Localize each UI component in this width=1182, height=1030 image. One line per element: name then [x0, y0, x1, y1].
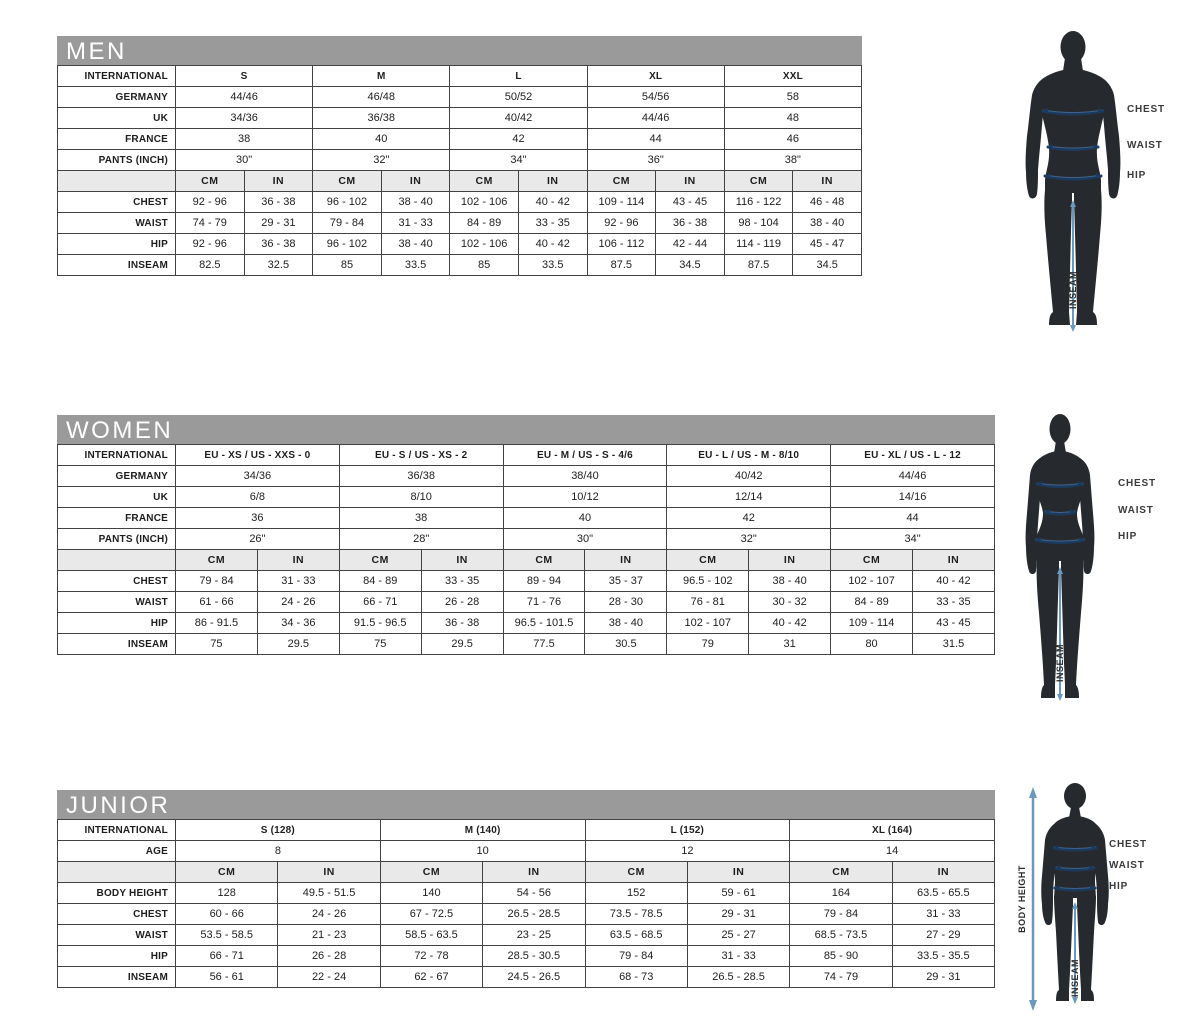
value-cell: 68 - 73 — [585, 967, 687, 988]
row-label: GERMANY — [58, 466, 176, 487]
value-cell: 102 - 106 — [450, 192, 519, 213]
value-cell: 43 - 45 — [656, 192, 725, 213]
unit-header-cell: CM — [587, 171, 656, 192]
value-cell: 91.5 - 96.5 — [339, 613, 421, 634]
row-label — [58, 862, 176, 883]
unit-header-cell: IN — [585, 550, 667, 571]
unit-header-cell: CM — [724, 171, 793, 192]
men-size-table — [57, 65, 862, 276]
row-label: FRANCE — [58, 129, 176, 150]
size-row — [58, 150, 862, 171]
value-cell: 34.5 — [793, 255, 862, 276]
unit-header-row — [58, 862, 995, 883]
value-cell: 80 — [831, 634, 913, 655]
size-value-cell: 8 — [176, 841, 381, 862]
size-value-cell: 46/48 — [313, 87, 450, 108]
value-cell: 77.5 — [503, 634, 585, 655]
measurement-row — [58, 234, 862, 255]
size-row — [58, 87, 862, 108]
row-label: WAIST — [58, 925, 176, 946]
size-value-cell: XL (164) — [790, 820, 995, 841]
size-value-cell: 32" — [313, 150, 450, 171]
women-section-title: WOMEN — [57, 415, 995, 444]
value-cell: 96 - 102 — [313, 192, 382, 213]
size-value-cell: 34/36 — [176, 108, 313, 129]
value-cell: 79 - 84 — [790, 904, 892, 925]
row-label: INSEAM — [58, 634, 176, 655]
value-cell: 29.5 — [257, 634, 339, 655]
size-value-cell: EU - L / US - M - 8/10 — [667, 445, 831, 466]
value-cell: 25 - 27 — [687, 925, 789, 946]
unit-header-cell: IN — [913, 550, 995, 571]
measurement-row — [58, 255, 862, 276]
value-cell: 92 - 96 — [176, 192, 245, 213]
value-cell: 33.5 — [518, 255, 587, 276]
row-label: INTERNATIONAL — [58, 820, 176, 841]
value-cell: 66 - 71 — [176, 946, 278, 967]
value-cell: 36 - 38 — [656, 213, 725, 234]
men-section — [57, 36, 862, 276]
size-value-cell: 10 — [380, 841, 585, 862]
size-value-cell: 44/46 — [831, 466, 995, 487]
size-value-cell: 10/12 — [503, 487, 667, 508]
value-cell: 33.5 — [381, 255, 450, 276]
value-cell: 28 - 30 — [585, 592, 667, 613]
value-cell: 27 - 29 — [892, 925, 994, 946]
measurement-row — [58, 613, 995, 634]
unit-header-cell: IN — [656, 171, 725, 192]
value-cell: 59 - 61 — [687, 883, 789, 904]
value-cell: 42 - 44 — [656, 234, 725, 255]
value-cell: 46 - 48 — [793, 192, 862, 213]
unit-header-cell: IN — [244, 171, 313, 192]
unit-header-cell: CM — [667, 550, 749, 571]
size-value-cell: EU - XL / US - L - 12 — [831, 445, 995, 466]
value-cell: 87.5 — [587, 255, 656, 276]
junior-hip-label: HIP — [1109, 881, 1129, 892]
row-label: INSEAM — [58, 967, 176, 988]
value-cell: 38 - 40 — [749, 571, 831, 592]
value-cell: 128 — [176, 883, 278, 904]
men-section-title: MEN — [57, 36, 862, 65]
row-label: WAIST — [58, 213, 176, 234]
value-cell: 40 - 42 — [518, 192, 587, 213]
value-cell: 74 - 79 — [790, 967, 892, 988]
value-cell: 72 - 78 — [380, 946, 482, 967]
row-label: CHEST — [58, 904, 176, 925]
value-cell: 30 - 32 — [749, 592, 831, 613]
size-row — [58, 487, 995, 508]
unit-header-cell: CM — [450, 171, 519, 192]
value-cell: 31.5 — [913, 634, 995, 655]
unit-header-cell: CM — [176, 862, 278, 883]
value-cell: 33.5 - 35.5 — [892, 946, 994, 967]
size-value-cell: L (152) — [585, 820, 790, 841]
value-cell: 85 - 90 — [790, 946, 892, 967]
size-row — [58, 129, 862, 150]
unit-header-cell: IN — [483, 862, 585, 883]
value-cell: 92 - 96 — [587, 213, 656, 234]
unit-header-cell: CM — [790, 862, 892, 883]
row-label: CHEST — [58, 571, 176, 592]
junior-chest-label: CHEST — [1109, 839, 1147, 850]
women-inseam-label: INSEAM — [1055, 643, 1065, 683]
size-value-cell: 8/10 — [339, 487, 503, 508]
value-cell: 56 - 61 — [176, 967, 278, 988]
measurement-row — [58, 883, 995, 904]
value-cell: 26 - 28 — [421, 592, 503, 613]
size-value-cell: 44/46 — [587, 108, 724, 129]
value-cell: 98 - 104 — [724, 213, 793, 234]
value-cell: 84 - 89 — [450, 213, 519, 234]
row-label: AGE — [58, 841, 176, 862]
value-cell: 68.5 - 73.5 — [790, 925, 892, 946]
size-value-cell: 40/42 — [450, 108, 587, 129]
value-cell: 79 - 84 — [585, 946, 687, 967]
unit-header-cell: IN — [518, 171, 587, 192]
value-cell: 84 - 89 — [339, 571, 421, 592]
value-cell: 60 - 66 — [176, 904, 278, 925]
value-cell: 53.5 - 58.5 — [176, 925, 278, 946]
size-value-cell: L — [450, 66, 587, 87]
row-label: INTERNATIONAL — [58, 445, 176, 466]
size-value-cell: 46 — [724, 129, 861, 150]
value-cell: 164 — [790, 883, 892, 904]
value-cell: 76 - 81 — [667, 592, 749, 613]
unit-header-row — [58, 171, 862, 192]
value-cell: 26.5 - 28.5 — [687, 967, 789, 988]
measurement-row — [58, 634, 995, 655]
value-cell: 38 - 40 — [381, 192, 450, 213]
row-label: HIP — [58, 234, 176, 255]
value-cell: 31 - 33 — [257, 571, 339, 592]
measurement-row — [58, 946, 995, 967]
size-value-cell: 30" — [503, 529, 667, 550]
value-cell: 36 - 38 — [244, 234, 313, 255]
size-value-cell: 26" — [176, 529, 340, 550]
size-value-cell: EU - M / US - S - 4/6 — [503, 445, 667, 466]
value-cell: 116 - 122 — [724, 192, 793, 213]
value-cell: 38 - 40 — [793, 213, 862, 234]
size-value-cell: 36/38 — [339, 466, 503, 487]
size-value-cell: 38/40 — [503, 466, 667, 487]
size-value-cell: 44 — [587, 129, 724, 150]
unit-header-cell: CM — [503, 550, 585, 571]
value-cell: 82.5 — [176, 255, 245, 276]
size-value-cell: 40 — [313, 129, 450, 150]
unit-header-cell: CM — [176, 171, 245, 192]
size-row — [58, 445, 995, 466]
value-cell: 31 - 33 — [892, 904, 994, 925]
row-label: INSEAM — [58, 255, 176, 276]
size-value-cell: 42 — [450, 129, 587, 150]
size-value-cell: 58 — [724, 87, 861, 108]
value-cell: 75 — [176, 634, 258, 655]
value-cell: 92 - 96 — [176, 234, 245, 255]
size-value-cell: 38 — [339, 508, 503, 529]
women-body-figure — [1010, 413, 1182, 705]
unit-header-cell: IN — [793, 171, 862, 192]
size-value-cell: 34" — [831, 529, 995, 550]
value-cell: 24.5 - 26.5 — [483, 967, 585, 988]
value-cell: 63.5 - 65.5 — [892, 883, 994, 904]
men-waist-label: WAIST — [1127, 140, 1163, 151]
value-cell: 23 - 25 — [483, 925, 585, 946]
unit-header-cell: CM — [313, 171, 382, 192]
value-cell: 49.5 - 51.5 — [278, 883, 380, 904]
women-section — [57, 415, 995, 655]
value-cell: 35 - 37 — [585, 571, 667, 592]
row-label: UK — [58, 487, 176, 508]
unit-header-cell: IN — [278, 862, 380, 883]
value-cell: 86 - 91.5 — [176, 613, 258, 634]
size-value-cell: 40 — [503, 508, 667, 529]
row-label: CHEST — [58, 192, 176, 213]
size-value-cell: M — [313, 66, 450, 87]
size-row — [58, 820, 995, 841]
value-cell: 34 - 36 — [257, 613, 339, 634]
row-label: WAIST — [58, 592, 176, 613]
value-cell: 28.5 - 30.5 — [483, 946, 585, 967]
row-label: PANTS (INCH) — [58, 150, 176, 171]
junior-waist-label: WAIST — [1109, 860, 1145, 871]
value-cell: 36 - 38 — [421, 613, 503, 634]
unit-header-cell: IN — [687, 862, 789, 883]
measurement-row — [58, 571, 995, 592]
value-cell: 31 - 33 — [687, 946, 789, 967]
row-label — [58, 550, 176, 571]
value-cell: 89 - 94 — [503, 571, 585, 592]
size-value-cell: XXL — [724, 66, 861, 87]
size-value-cell: EU - S / US - XS - 2 — [339, 445, 503, 466]
size-value-cell: 40/42 — [667, 466, 831, 487]
unit-header-cell: IN — [749, 550, 831, 571]
size-value-cell: 28" — [339, 529, 503, 550]
value-cell: 29.5 — [421, 634, 503, 655]
size-value-cell: 30" — [176, 150, 313, 171]
measurement-row — [58, 967, 995, 988]
size-value-cell: 14/16 — [831, 487, 995, 508]
value-cell: 152 — [585, 883, 687, 904]
size-value-cell: 36" — [587, 150, 724, 171]
value-cell: 24 - 26 — [257, 592, 339, 613]
value-cell: 85 — [450, 255, 519, 276]
junior-section — [57, 790, 995, 988]
value-cell: 31 - 33 — [381, 213, 450, 234]
value-cell: 33 - 35 — [518, 213, 587, 234]
size-value-cell: S — [176, 66, 313, 87]
men-inseam-label: INSEAM — [1068, 270, 1078, 310]
value-cell: 29 - 31 — [687, 904, 789, 925]
value-cell: 109 - 114 — [587, 192, 656, 213]
size-row — [58, 108, 862, 129]
size-value-cell: XL — [587, 66, 724, 87]
value-cell: 63.5 - 68.5 — [585, 925, 687, 946]
value-cell: 71 - 76 — [503, 592, 585, 613]
value-cell: 40 - 42 — [913, 571, 995, 592]
measurement-row — [58, 904, 995, 925]
value-cell: 40 - 42 — [749, 613, 831, 634]
unit-header-cell: IN — [892, 862, 994, 883]
value-cell: 26.5 - 28.5 — [483, 904, 585, 925]
value-cell: 85 — [313, 255, 382, 276]
men-hip-label: HIP — [1127, 170, 1147, 181]
value-cell: 79 - 84 — [176, 571, 258, 592]
value-cell: 106 - 112 — [587, 234, 656, 255]
unit-header-cell: CM — [585, 862, 687, 883]
value-cell: 102 - 106 — [450, 234, 519, 255]
women-size-table — [57, 444, 995, 655]
value-cell: 40 - 42 — [518, 234, 587, 255]
row-label: BODY HEIGHT — [58, 883, 176, 904]
unit-header-cell: CM — [380, 862, 482, 883]
size-value-cell: 36/38 — [313, 108, 450, 129]
value-cell: 109 - 114 — [831, 613, 913, 634]
size-value-cell: M (140) — [380, 820, 585, 841]
value-cell: 54 - 56 — [483, 883, 585, 904]
value-cell: 24 - 26 — [278, 904, 380, 925]
value-cell: 96.5 - 102 — [667, 571, 749, 592]
value-cell: 32.5 — [244, 255, 313, 276]
size-row — [58, 529, 995, 550]
value-cell: 96 - 102 — [313, 234, 382, 255]
measurement-row — [58, 592, 995, 613]
unit-header-cell: CM — [176, 550, 258, 571]
row-label: UK — [58, 108, 176, 129]
size-value-cell: 14 — [790, 841, 995, 862]
measurement-row — [58, 192, 862, 213]
size-value-cell: 44/46 — [176, 87, 313, 108]
value-cell: 31 — [749, 634, 831, 655]
women-hip-label: HIP — [1118, 531, 1138, 542]
value-cell: 66 - 71 — [339, 592, 421, 613]
size-value-cell: 48 — [724, 108, 861, 129]
men-chest-label: CHEST — [1127, 104, 1165, 115]
value-cell: 38 - 40 — [585, 613, 667, 634]
size-value-cell: 32" — [667, 529, 831, 550]
women-waist-label: WAIST — [1118, 505, 1154, 516]
size-row — [58, 66, 862, 87]
junior-body-height-label: BODY HEIGHT — [1017, 865, 1027, 933]
value-cell: 74 - 79 — [176, 213, 245, 234]
junior-section-title: JUNIOR — [57, 790, 995, 819]
value-cell: 43 - 45 — [913, 613, 995, 634]
unit-header-row — [58, 550, 995, 571]
size-row — [58, 508, 995, 529]
value-cell: 45 - 47 — [793, 234, 862, 255]
unit-header-cell: IN — [381, 171, 450, 192]
size-value-cell: 12/14 — [667, 487, 831, 508]
value-cell: 79 - 84 — [313, 213, 382, 234]
value-cell: 73.5 - 78.5 — [585, 904, 687, 925]
size-value-cell: S (128) — [176, 820, 381, 841]
value-cell: 33 - 35 — [421, 571, 503, 592]
junior-body-figure — [1005, 782, 1182, 1017]
value-cell: 102 - 107 — [831, 571, 913, 592]
value-cell: 36 - 38 — [244, 192, 313, 213]
value-cell: 26 - 28 — [278, 946, 380, 967]
size-value-cell: 34" — [450, 150, 587, 171]
unit-header-cell: CM — [831, 550, 913, 571]
value-cell: 30.5 — [585, 634, 667, 655]
size-value-cell: 38" — [724, 150, 861, 171]
value-cell: 84 - 89 — [831, 592, 913, 613]
unit-header-cell: IN — [257, 550, 339, 571]
value-cell: 38 - 40 — [381, 234, 450, 255]
value-cell: 87.5 — [724, 255, 793, 276]
men-body-figure — [1020, 30, 1182, 335]
size-value-cell: 34/36 — [176, 466, 340, 487]
size-row — [58, 466, 995, 487]
size-row — [58, 841, 995, 862]
size-value-cell: 36 — [176, 508, 340, 529]
unit-header-cell: IN — [421, 550, 503, 571]
unit-header-cell: CM — [339, 550, 421, 571]
value-cell: 33 - 35 — [913, 592, 995, 613]
size-value-cell: 42 — [667, 508, 831, 529]
row-label: HIP — [58, 946, 176, 967]
value-cell: 114 - 119 — [724, 234, 793, 255]
row-label: GERMANY — [58, 87, 176, 108]
row-label: FRANCE — [58, 508, 176, 529]
junior-inseam-label: INSEAM — [1070, 958, 1080, 998]
size-value-cell: EU - XS / US - XXS - 0 — [176, 445, 340, 466]
value-cell: 21 - 23 — [278, 925, 380, 946]
row-label: HIP — [58, 613, 176, 634]
value-cell: 79 — [667, 634, 749, 655]
measurement-row — [58, 213, 862, 234]
value-cell: 58.5 - 63.5 — [380, 925, 482, 946]
value-cell: 140 — [380, 883, 482, 904]
value-cell: 75 — [339, 634, 421, 655]
value-cell: 67 - 72.5 — [380, 904, 482, 925]
value-cell: 102 - 107 — [667, 613, 749, 634]
size-value-cell: 38 — [176, 129, 313, 150]
junior-size-table — [57, 819, 995, 988]
size-value-cell: 54/56 — [587, 87, 724, 108]
value-cell: 29 - 31 — [892, 967, 994, 988]
value-cell: 22 - 24 — [278, 967, 380, 988]
size-value-cell: 6/8 — [176, 487, 340, 508]
value-cell: 61 - 66 — [176, 592, 258, 613]
value-cell: 29 - 31 — [244, 213, 313, 234]
row-label — [58, 171, 176, 192]
value-cell: 62 - 67 — [380, 967, 482, 988]
measurement-row — [58, 925, 995, 946]
row-label: INTERNATIONAL — [58, 66, 176, 87]
size-value-cell: 12 — [585, 841, 790, 862]
value-cell: 96.5 - 101.5 — [503, 613, 585, 634]
size-value-cell: 50/52 — [450, 87, 587, 108]
value-cell: 34.5 — [656, 255, 725, 276]
size-value-cell: 44 — [831, 508, 995, 529]
women-chest-label: CHEST — [1118, 478, 1156, 489]
row-label: PANTS (INCH) — [58, 529, 176, 550]
